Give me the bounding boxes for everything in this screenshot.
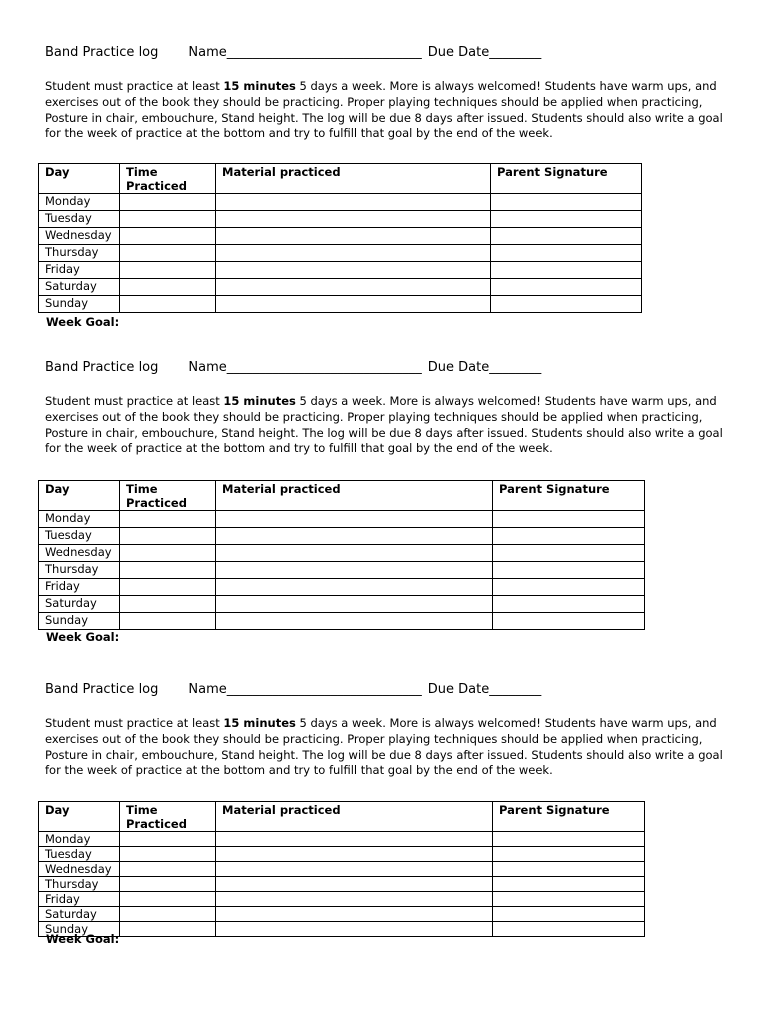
time-cell[interactable] <box>120 847 216 862</box>
signature-cell[interactable] <box>493 579 645 596</box>
table-row <box>39 579 645 596</box>
day-cell: Tuesday <box>39 847 120 862</box>
signature-cell[interactable] <box>493 862 645 877</box>
signature-cell[interactable] <box>491 279 642 296</box>
day-cell: Monday <box>39 832 120 847</box>
day-cell: Friday <box>39 892 120 907</box>
time-cell[interactable] <box>120 907 216 922</box>
material-cell[interactable] <box>216 528 493 545</box>
time-cell[interactable] <box>120 832 216 847</box>
log-title: Band Practice log <box>45 682 159 697</box>
name-field[interactable]: Name______________________________ <box>188 682 422 697</box>
table-row <box>39 262 642 279</box>
material-cell[interactable] <box>216 832 493 847</box>
time-cell[interactable] <box>120 579 216 596</box>
log-title: Band Practice log <box>45 360 159 375</box>
header-time-practiced: Time Practiced <box>120 802 216 832</box>
time-cell[interactable] <box>120 296 216 313</box>
instructions-paragraph: Student must practice at least 15 minutes 5 days a week. More is always welcomed! Students have warm ups, and exercises out of the book they should be practicing. Proper playing techniques should be applied when practicing, Posture in chair, embouchure, Stand height. The log will be due 8 days after issued. Students should also write a goal for the week of practice at the bottom and try to fulfill that goal by the end of the week. <box>45 79 723 141</box>
table-row <box>39 922 645 937</box>
material-cell[interactable] <box>216 877 493 892</box>
name-field[interactable]: Name______________________________ <box>188 360 422 375</box>
day-cell: Wednesday <box>39 862 120 877</box>
practice-table <box>38 801 645 937</box>
time-cell[interactable] <box>120 511 216 528</box>
material-cell[interactable] <box>216 907 493 922</box>
signature-cell[interactable] <box>493 907 645 922</box>
signature-cell[interactable] <box>491 262 642 279</box>
material-cell[interactable] <box>216 847 493 862</box>
log-header <box>45 45 541 60</box>
signature-cell[interactable] <box>491 296 642 313</box>
time-cell[interactable] <box>120 279 216 296</box>
time-cell[interactable] <box>120 228 216 245</box>
table-row <box>39 862 645 877</box>
material-cell[interactable] <box>216 562 493 579</box>
header-day: Day <box>39 164 120 194</box>
header-day: Day <box>39 481 120 511</box>
material-cell[interactable] <box>216 228 491 245</box>
day-cell: Saturday <box>39 279 120 296</box>
minutes-emphasis: 15 minutes <box>223 716 296 730</box>
material-cell[interactable] <box>216 211 491 228</box>
material-cell[interactable] <box>216 262 491 279</box>
name-field[interactable]: Name______________________________ <box>188 45 422 60</box>
signature-cell[interactable] <box>491 211 642 228</box>
log-header <box>45 682 541 697</box>
time-cell[interactable] <box>120 877 216 892</box>
day-cell: Friday <box>39 262 120 279</box>
header-material-practiced: Material practiced <box>216 481 493 511</box>
day-cell: Monday <box>39 511 120 528</box>
table-row <box>39 596 645 613</box>
instructions-paragraph: Student must practice at least 15 minutes 5 days a week. More is always welcomed! Students have warm ups, and exercises out of the book they should be practicing. Proper playing techniques should be applied when practicing, Posture in chair, embouchure, Stand height. The log will be due 8 days after issued. Students should also write a goal for the week of practice at the bottom and try to fulfill that goal by the end of the week. <box>45 716 723 778</box>
day-cell: Sunday <box>39 613 120 630</box>
time-cell[interactable] <box>120 545 216 562</box>
practice-table <box>38 163 642 313</box>
day-cell: Wednesday <box>39 545 120 562</box>
time-cell[interactable] <box>120 194 216 211</box>
table-row <box>39 847 645 862</box>
header-parent-signature: Parent Signature <box>493 481 645 511</box>
signature-cell[interactable] <box>493 877 645 892</box>
table-row <box>39 613 645 630</box>
material-cell[interactable] <box>216 279 491 296</box>
signature-cell[interactable] <box>491 194 642 211</box>
signature-cell[interactable] <box>493 545 645 562</box>
signature-cell[interactable] <box>493 832 645 847</box>
material-cell[interactable] <box>216 511 493 528</box>
day-cell: Friday <box>39 579 120 596</box>
log-title: Band Practice log <box>45 45 159 60</box>
header-day: Day <box>39 802 120 832</box>
header-parent-signature: Parent Signature <box>493 802 645 832</box>
time-cell[interactable] <box>120 562 216 579</box>
time-cell[interactable] <box>120 262 216 279</box>
header-time-practiced: Time Practiced <box>120 164 216 194</box>
material-cell[interactable] <box>216 579 493 596</box>
signature-cell[interactable] <box>493 511 645 528</box>
day-cell: Sunday <box>39 296 120 313</box>
material-cell[interactable] <box>216 194 491 211</box>
day-cell: Saturday <box>39 596 120 613</box>
table-row <box>39 296 642 313</box>
material-cell[interactable] <box>216 613 493 630</box>
signature-cell[interactable] <box>493 892 645 907</box>
material-cell[interactable] <box>216 892 493 907</box>
time-cell[interactable] <box>120 528 216 545</box>
table-row <box>39 194 642 211</box>
instructions-paragraph: Student must practice at least 15 minutes 5 days a week. More is always welcomed! Students have warm ups, and exercises out of the book they should be practicing. Proper playing techniques should be applied when practicing, Posture in chair, embouchure, Stand height. The log will be due 8 days after issued. Students should also write a goal for the week of practice at the bottom and try to fulfill that goal by the end of the week. <box>45 394 723 456</box>
log-header <box>45 360 541 375</box>
minutes-emphasis: 15 minutes <box>223 79 296 93</box>
table-row <box>39 877 645 892</box>
day-cell: Wednesday <box>39 228 120 245</box>
time-cell[interactable] <box>120 596 216 613</box>
material-cell[interactable] <box>216 922 493 937</box>
table-row <box>39 562 645 579</box>
day-cell: Thursday <box>39 245 120 262</box>
time-cell[interactable] <box>120 892 216 907</box>
week-goal-label: Week Goal: <box>46 630 120 644</box>
header-time-practiced: Time Practiced <box>120 481 216 511</box>
signature-cell[interactable] <box>493 596 645 613</box>
table-row <box>39 279 642 296</box>
table-header-row <box>39 164 642 194</box>
due-date-field[interactable]: Due Date________ <box>427 682 542 697</box>
material-cell[interactable] <box>216 862 493 877</box>
time-cell[interactable] <box>120 245 216 262</box>
day-cell: Tuesday <box>39 528 120 545</box>
day-cell: Thursday <box>39 562 120 579</box>
day-cell: Monday <box>39 194 120 211</box>
material-cell[interactable] <box>216 545 493 562</box>
header-parent-signature: Parent Signature <box>491 164 642 194</box>
week-goal-label: Week Goal: <box>46 315 120 329</box>
table-header-row <box>39 481 645 511</box>
material-cell[interactable] <box>216 596 493 613</box>
header-material-practiced: Material practiced <box>216 802 493 832</box>
table-row <box>39 892 645 907</box>
table-row <box>39 545 645 562</box>
signature-cell[interactable] <box>491 245 642 262</box>
due-date-field[interactable]: Due Date________ <box>427 45 542 60</box>
table-row <box>39 511 645 528</box>
time-cell[interactable] <box>120 613 216 630</box>
table-row <box>39 528 645 545</box>
signature-cell[interactable] <box>493 922 645 937</box>
table-header-row <box>39 802 645 832</box>
header-material-practiced: Material practiced <box>216 164 491 194</box>
signature-cell[interactable] <box>491 228 642 245</box>
minutes-emphasis: 15 minutes <box>223 394 296 408</box>
week-goal-label: Week Goal: <box>46 932 120 946</box>
day-cell: Tuesday <box>39 211 120 228</box>
signature-cell[interactable] <box>493 528 645 545</box>
time-cell[interactable] <box>120 211 216 228</box>
day-cell: Sunday <box>39 922 120 937</box>
material-cell[interactable] <box>216 296 491 313</box>
table-row <box>39 907 645 922</box>
table-row <box>39 245 642 262</box>
due-date-field[interactable]: Due Date________ <box>427 360 542 375</box>
practice-table <box>38 480 645 630</box>
material-cell[interactable] <box>216 245 491 262</box>
day-cell: Saturday <box>39 907 120 922</box>
signature-cell[interactable] <box>493 613 645 630</box>
signature-cell[interactable] <box>493 562 645 579</box>
table-row <box>39 211 642 228</box>
day-cell: Thursday <box>39 877 120 892</box>
time-cell[interactable] <box>120 862 216 877</box>
time-cell[interactable] <box>120 922 216 937</box>
table-row <box>39 832 645 847</box>
signature-cell[interactable] <box>493 847 645 862</box>
table-row <box>39 228 642 245</box>
